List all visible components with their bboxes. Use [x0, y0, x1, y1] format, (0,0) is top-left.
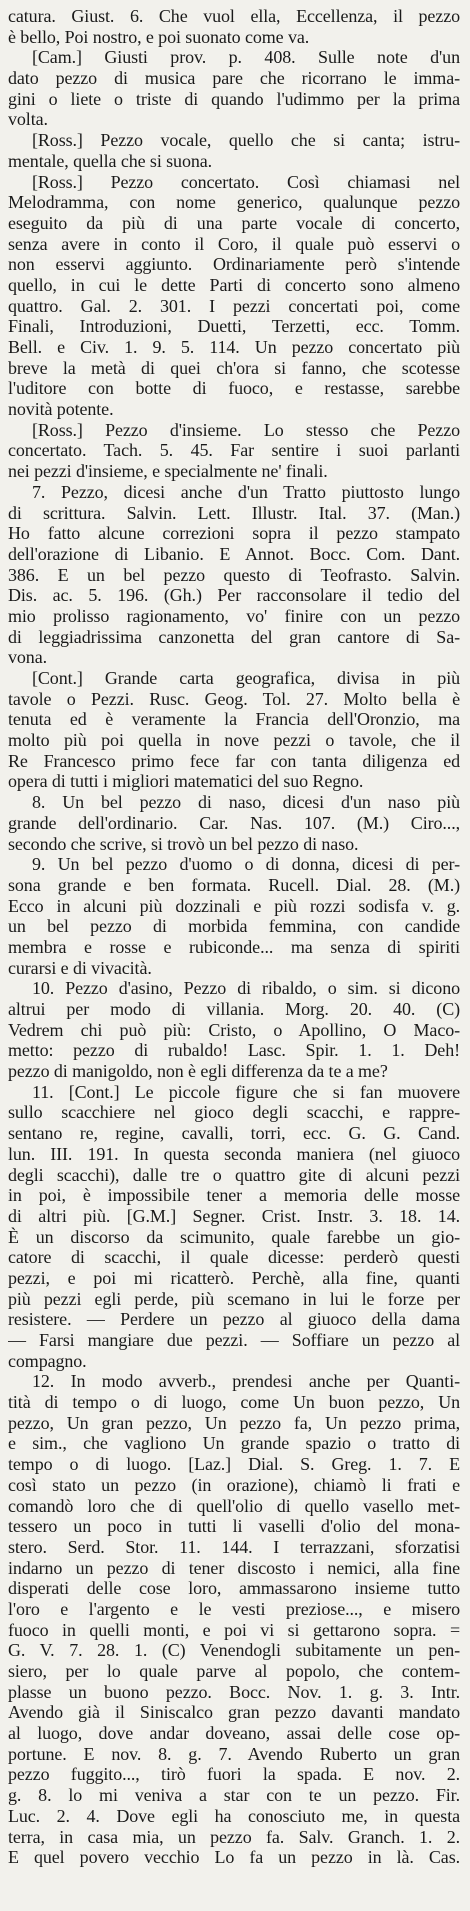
text-line: quattro. Gal. 2. 301. I pezzi concertati poi, come	[8, 295, 460, 316]
text-line: indarno un pezzo di tener discosto i nemici, alla fine	[8, 1557, 460, 1578]
text-line: sullo scacchiere nel gioco degli scacchi, e rappre-	[8, 1102, 460, 1123]
text-line: l'oro e l'argento e le vesti preziose..., e misero	[8, 1598, 460, 1619]
text-line: g. 8. lo mi veniva a star con te un pezzo. Fir.	[8, 1785, 460, 1806]
text-line: vona.	[8, 647, 47, 668]
text-line: disperati delle cose loro, ammassarono insieme tutto	[8, 1578, 460, 1599]
text-line: comandò loro che di quell'olio di quello vasello met-	[8, 1495, 460, 1516]
text-line: resistere. — Perdere un pezzo al giuoco della dama	[8, 1309, 460, 1330]
text-line: dato pezzo di musica pare che ricorrano le imma-	[8, 68, 460, 89]
text-line: gini o liete o triste di quando l'udimmo per la prima	[8, 88, 460, 109]
text-line: — Farsi mangiare due pezzi. — Soffiare un pezzo al	[8, 1330, 460, 1350]
text-line: Bell. e Civ. 1. 9. 5. 114. Un pezzo concertato più	[8, 337, 460, 357]
text-line: eseguito da più di una parte vocale di concerto,	[8, 212, 460, 233]
text-line: E quel povero vecchio Lo fa un pezzo in là. Cas.	[8, 1847, 460, 1868]
text-line: l'uditore con botte di fuoco, e restasse, sarebbe	[8, 378, 460, 399]
text-line: tavole o Pezzi. Rusc. Geog. Tol. 27. Molto bella è	[8, 688, 460, 709]
text-line: [Ross.] Pezzo d'insieme. Lo stesso che Pezzo	[32, 419, 460, 440]
text-line: quello, in cui le dette Parti di concerto sono almeno	[8, 274, 460, 295]
text-line: curarsi e di vivacità.	[8, 957, 152, 978]
text-line: Ecco in alcuni più dozzinali e più rozzi sodisfa v. g.	[8, 895, 460, 916]
text-line: lun. III. 191. In questa seconda maniera (nel giuoco	[8, 1143, 460, 1164]
text-line: G. V. 7. 28. 1. (C) Venendogli subitamente un pen-	[8, 1640, 460, 1661]
text-line: sentano re, regine, cavalli, torri, ecc. G. G. Cand.	[8, 1123, 460, 1144]
text-line: di altri più. [G.M.] Segner. Crist. Instr. 3. 18. 14.	[8, 1205, 460, 1226]
text-line: 386. E un bel pezzo questo di Teofrasto. Salvin.	[8, 564, 460, 585]
text-line: nei pezzi d'insieme, e specialmente ne' finali.	[8, 461, 328, 482]
text-line: siero, per lo quale parve al popolo, che contem-	[8, 1661, 460, 1681]
text-line: 10. Pezzo d'asino, Pezzo di ribaldo, o sim. si dicono	[32, 978, 460, 999]
text-line: secondo che scrive, si trovò un bel pezzo di naso.	[8, 833, 359, 854]
text-line: un bel pezzo di morbida femmina, con candide	[8, 916, 460, 937]
text-line: Ho fatto alcune correzioni sopra il pezzo stampato	[8, 523, 460, 544]
text-line: pezzi, e poi mi ricatterò. Perchè, alla fine, quanti	[8, 1267, 460, 1288]
text-line: mio prolisso ragionamento, vo' finire con un pezzo	[8, 605, 460, 626]
text-line: catura. Giust. 6. Che vuol ella, Eccellenza, il pezzo	[8, 6, 460, 26]
text-line: 11. [Cont.] Le piccole figure che si fan muovere	[32, 1081, 460, 1102]
text-line: [Cam.] Giusti prov. p. 408. Sulle note d'un	[32, 47, 460, 68]
text-line: pezzo di manigoldo, non è egli differenza da te a me?	[8, 1061, 388, 1082]
text-line: breve la metà di quei ch'ora si fanno, che scotesse	[8, 357, 460, 378]
text-line: altrui per modo di villania. Morg. 20. 40. (C)	[8, 999, 460, 1019]
text-line: plasse un buono pezzo. Bocc. Nov. 1. g. 3. Intr.	[8, 1681, 460, 1702]
text-line: in poi, è impossibile tener a memoria delle mosse	[8, 1185, 460, 1206]
text-line: catore di scacchi, il quale dicesse: perderò questi	[8, 1247, 460, 1268]
text-line: membra e rosse e rubiconde... ma senza di spiriti	[8, 936, 460, 957]
text-line: Vedrem chi può più: Cristo, o Apollino, O Maco-	[8, 1019, 460, 1040]
text-line: non esservi aggiunto. Ordinariamente però s'intende	[8, 254, 460, 275]
text-line: tenuta ed è veramente la Francia dell'Oronzio, ma	[8, 709, 460, 730]
text-line: concertato. Tach. 5. 45. Far sentire i suoi parlanti	[8, 440, 460, 461]
text-line: Dis. ac. 5. 196. (Gh.) Per racconsolare il tedio del	[8, 585, 460, 606]
text-line: Melodramma, con nome generico, qualunque pezzo	[8, 192, 460, 213]
text-line: È un discorso da scimunito, quale farebbe un gio-	[8, 1226, 460, 1247]
text-line: opera di tutti i migliori matematici del suo Regno.	[8, 771, 364, 792]
text-line: così stato un pezzo (in orazione), chiamò li frati e	[8, 1474, 460, 1495]
text-line: portune. E nov. 8. g. 7. Avendo Ruberto un gran	[8, 1743, 460, 1764]
text-line: pezzo fuggito..., tirò fuori la spada. E nov. 2.	[8, 1764, 460, 1785]
text-line: grande dell'ordinario. Car. Nas. 107. (M.) Ciro...,	[8, 812, 460, 833]
text-line: di leggiadrissima canzonetta del gran cantore di Sa-	[8, 626, 460, 647]
text-line: è bello, Poi nostro, e poi suonato come va.	[8, 26, 310, 47]
text-line: 7. Pezzo, dicesi anche d'un Tratto piuttosto lungo	[32, 481, 460, 502]
text-line: sona grande e ben formata. Rucell. Dial. 28. (M.)	[8, 874, 460, 895]
text-line: tità di tempo o di luogo, come Un buon pezzo, Un	[8, 1392, 460, 1413]
text-line: 12. In modo avverb., prendesi anche per Quanti-	[32, 1371, 460, 1392]
text-line: [Ross.] Pezzo concertato. Così chiamasi nel	[32, 171, 460, 192]
text-line: degli scacchi), dalle tre o quattro gite di alcuni pezzi	[8, 1164, 460, 1185]
text-line: 8. Un bel pezzo di naso, dicesi d'un naso più	[32, 792, 460, 813]
text-line: molto più poi quella in nove pezzi o tavole, che il	[8, 730, 460, 751]
text-line: più pezzi egli perde, più scemano in lui le forze per	[8, 1288, 460, 1309]
text-line: [Ross.] Pezzo vocale, quello che si canta; istru-	[32, 130, 460, 151]
text-line: dell'orazione di Libanio. E Annot. Bocc. Com. Dant.	[8, 543, 460, 564]
text-line: Finali, Introduzioni, Duetti, Terzetti, ecc. Tomm.	[8, 316, 460, 337]
text-line: fuoco in quelli monti, e poi vi si gettarono sopra. =	[8, 1619, 460, 1640]
text-line: terra, in casa mia, un pezzo fa. Salv. Granch. 1. 2.	[8, 1826, 460, 1847]
text-line: novità potente.	[8, 399, 114, 420]
text-line: volta.	[8, 109, 48, 130]
text-line: senza avere in conto il Coro, il quale può esservi o	[8, 233, 460, 254]
text-line: di scrittura. Salvin. Lett. Illustr. Ital. 37. (Man.)	[8, 502, 460, 523]
text-line: Avendo già il Siniscalco gran pezzo davanti mandato	[8, 1702, 460, 1723]
text-line: stero. Serd. Stor. 11. 144. I terrazzani, sforzatisi	[8, 1536, 460, 1557]
text-line: metto: pezzo di rubaldo! Lasc. Spir. 1. 1. Deh!	[8, 1040, 460, 1061]
text-line: tessero un poco in tutti li vaselli d'olio del mona-	[8, 1516, 460, 1537]
text-line: e sim., che vagliono Un grande spazio o tratto di	[8, 1433, 460, 1454]
text-line: mentale, quella che si suona.	[8, 150, 213, 171]
text-line: 9. Un bel pezzo d'uomo o di donna, dicesi di per-	[32, 854, 460, 875]
text-line: pezzo, Un gran pezzo, Un pezzo fa, Un pezzo prima,	[8, 1412, 460, 1433]
text-line: al luogo, dove andar doveano, assai delle cose op-	[8, 1723, 460, 1744]
text-line: Re Francesco primo fece far con tanta diligenza ed	[8, 750, 460, 771]
text-line: compagno.	[8, 1350, 87, 1371]
text-line: [Cont.] Grande carta geografica, divisa in più	[32, 668, 460, 688]
text-line: tempo o di luogo. [Laz.] Dial. S. Greg. 1. 7. E	[8, 1454, 460, 1475]
text-line: Luc. 2. 4. Dove egli ha conosciuto me, in questa	[8, 1805, 460, 1826]
